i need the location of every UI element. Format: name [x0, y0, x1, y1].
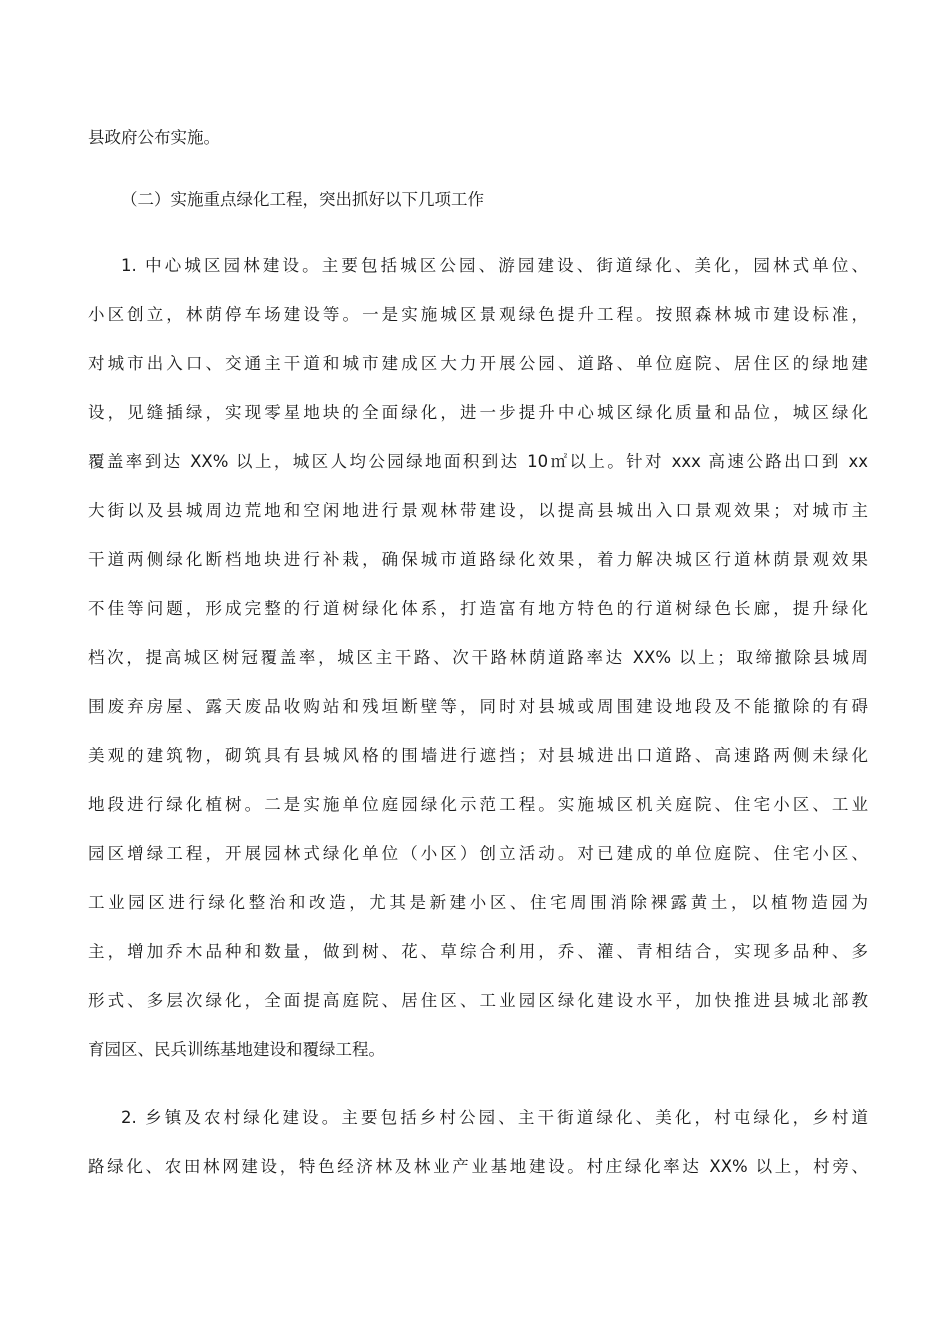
- section-heading: （二）实施重点绿化工程，突出抓好以下几项工作: [121, 190, 484, 209]
- paragraph-line: 地段进行绿化植树。二是实施单位庭园绿化示范工程。实施城区机关庭院、住宅小区、工业: [88, 795, 868, 814]
- paragraph-line: 工业园区进行绿化整治和改造，尤其是新建小区、住宅周围消除裸露黄土，以植物造园为: [88, 893, 868, 912]
- paragraph-line: 2. 乡镇及农村绿化建设。主要包括乡村公园、主干街道绿化、美化，村屯绿化，乡村道: [121, 1108, 868, 1127]
- paragraph-line: 设，见缝插绿，实现零星地块的全面绿化，进一步提升中心城区绿化质量和品位，城区绿化: [88, 403, 868, 422]
- paragraph-line: 1. 中心城区园林建设。主要包括城区公园、游园建设、街道绿化、美化，园林式单位、: [121, 256, 868, 275]
- paragraph-line: 干道两侧绿化断档地块进行补栽，确保城市道路绿化效果，着力解决城区行道林荫景观效果: [88, 550, 868, 569]
- paragraph-line: 美观的建筑物，砌筑具有县城风格的围墙进行遮挡；对县城进出口道路、高速路两侧未绿化: [88, 746, 868, 765]
- paragraph-line: 主，增加乔木品种和数量，做到树、花、草综合利用，乔、灌、青相结合，实现多品种、多: [88, 942, 868, 961]
- paragraph-line: 不佳等问题，形成完整的行道树绿化体系，打造富有地方特色的行道树绿色长廊，提升绿化: [88, 599, 868, 618]
- paragraph-line: 档次，提高城区树冠覆盖率，城区主干路、次干路林荫道路率达 XX% 以上；取缔撤除县城周: [88, 648, 868, 667]
- paragraph-line: 对城市出入口、交通主干道和城市建成区大力开展公园、道路、单位庭院、居住区的绿地建: [88, 354, 868, 373]
- paragraph-line: 覆盖率到达 XX% 以上，城区人均公园绿地面积到达 10㎡以上。针对 xxx 高速公路出口到 xx: [88, 452, 868, 471]
- paragraph-line: 形式、多层次绿化，全面提高庭院、居住区、工业园区绿化建设水平，加快推进县城北部教: [88, 991, 868, 1010]
- paragraph-line: 小区创立，林荫停车场建设等。一是实施城区景观绿色提升工程。按照森林城市建设标准，: [88, 305, 868, 324]
- paragraph-line: 路绿化、农田林网建设，特色经济林及林业产业基地建设。村庄绿化率达 XX% 以上，村旁、: [88, 1157, 868, 1176]
- paragraph-line: 育园区、民兵训练基地建设和覆绿工程。: [88, 1040, 385, 1059]
- closing-line: 县政府公布实施。: [88, 128, 220, 147]
- paragraph-line: 围废弃房屋、露天废品收购站和残垣断壁等，同时对县城或周围建设地段及不能撤除的有碍: [88, 697, 868, 716]
- paragraph-line: 园区增绿工程，开展园林式绿化单位（小区）创立活动。对已建成的单位庭院、住宅小区、: [88, 844, 868, 863]
- paragraph-line: 大街以及县城周边荒地和空闲地进行景观林带建设，以提高县城出入口景观效果；对城市主: [88, 501, 868, 520]
